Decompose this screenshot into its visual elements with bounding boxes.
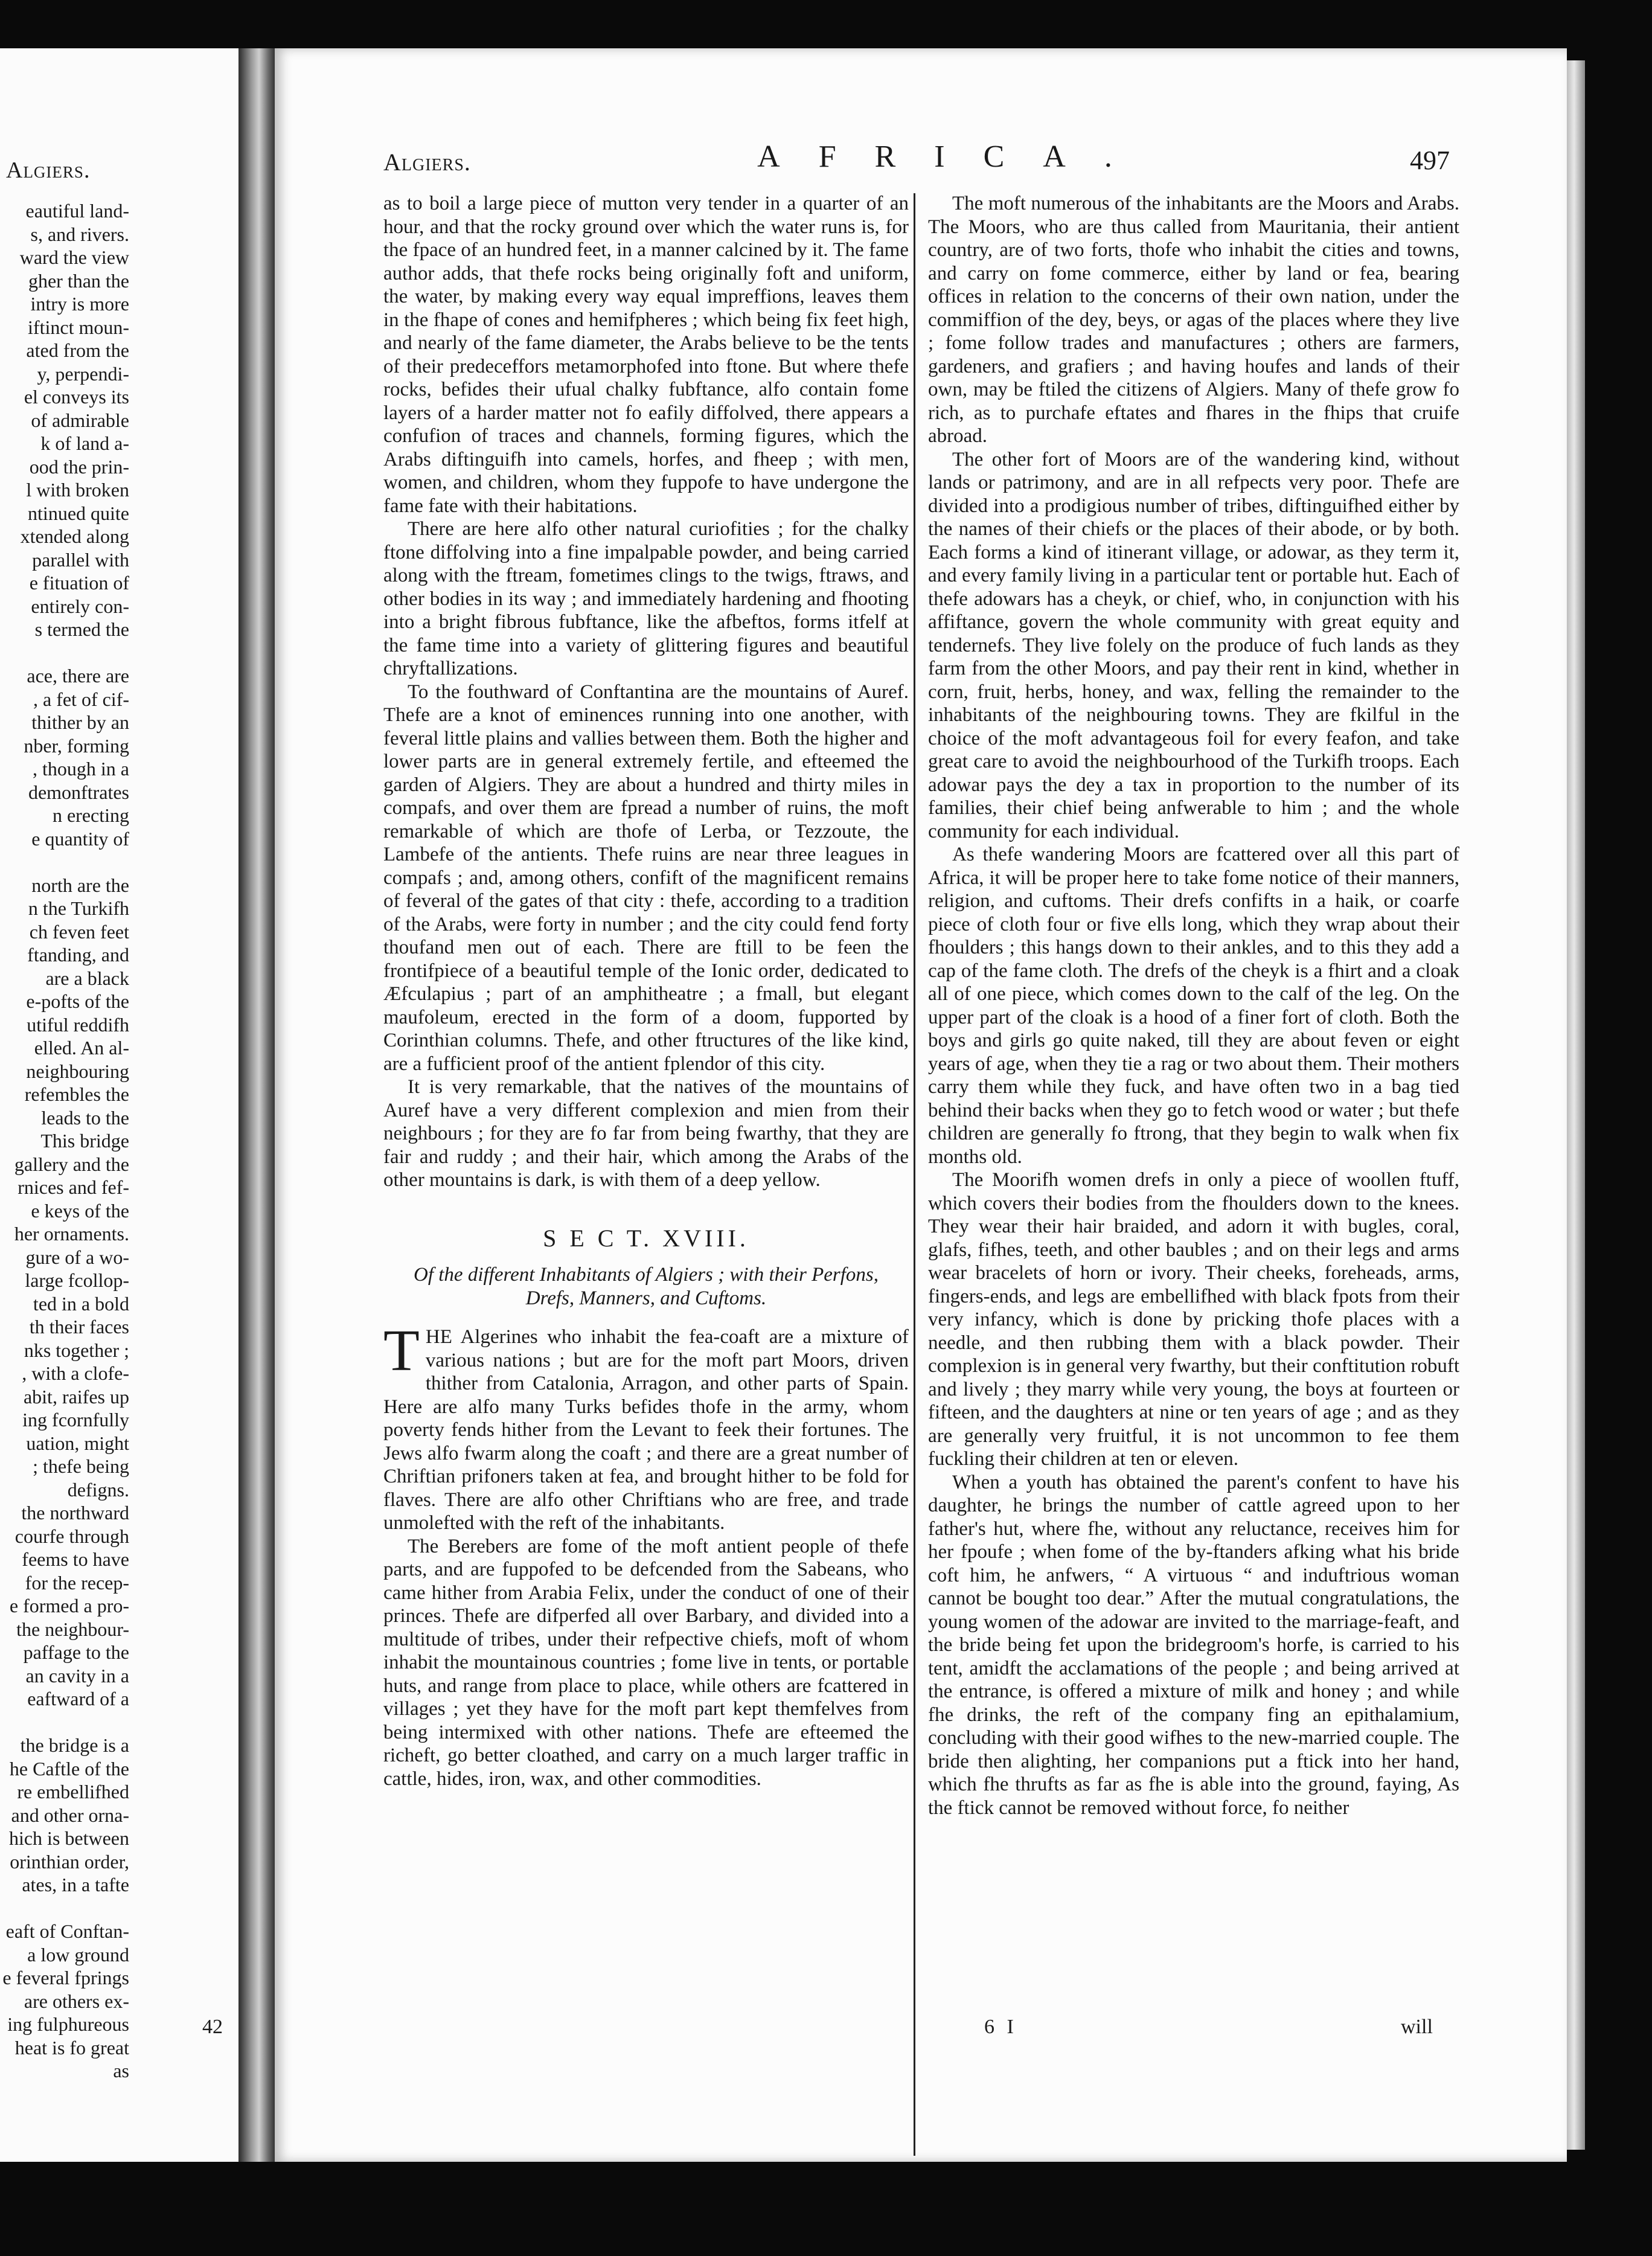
page-number: 497 [1410, 146, 1450, 175]
text-line [2, 1711, 129, 1734]
text-line: refembles the [24, 1083, 129, 1105]
text-line: abit, raifes up [23, 1385, 129, 1408]
paragraph: To the fouthward of Conftantina are the mountains of Auref. Thefe are a knot of eminences running into one another, with feveral little plains and vallies between them. Both the higher and lower parts are in general extremely fertile, and efteemed the garden of Algiers. They are about a hundred and thirty miles in compafs, and over them are fpread a number of ruins, the moft remarkable of which are thofe of Lerba, or Tezzoute, the Lambefe of the antients. Thefe ruins are near three leagues in compafs ; and, among others, confift of the magnificent remains of feveral of the gates of that city : thefe, according to a tradition of the Arabs, were forty in number ; and the city could fend forty thoufand men out of each. There are ftill to be feen the frontifpiece of a beautiful temple of the Ionic order, dedicated to Æfculapius ; part of an amphitheatre ; a fmall, but elegant maufoleum, erected in the form of a doom, fupported by Corinthian columns. Thefe, and other ftructures of the like kind, are a fufficient proof of the antient fplendor of this city. [383, 681, 909, 1075]
text-line: defigns. [67, 1478, 129, 1501]
text-line: are others ex- [24, 1990, 129, 2012]
text-line: n the Turkifh [28, 897, 129, 919]
text-line: el conveys its [24, 386, 129, 408]
text-line: demonftrates [28, 781, 129, 803]
text-line: , though in a [33, 758, 129, 780]
text-line: gher than the [28, 269, 129, 292]
previous-page-running-head: Algiers. [6, 158, 91, 183]
text-line: elled. An al- [34, 1037, 129, 1059]
text-line: heat is fo great [14, 2036, 129, 2059]
text-line: ates, in a tafte [22, 1874, 129, 1895]
text-line: eautiful land- [25, 200, 129, 222]
previous-page-text [2, 199, 129, 2083]
text-line: ward the view [19, 246, 129, 268]
text-line: re embellifhed [17, 1781, 129, 1803]
text-line: ood the prin- [29, 455, 129, 478]
column-rule [914, 193, 915, 2156]
text-line: large fcollop- [25, 1269, 129, 1291]
text-line [2, 1897, 129, 1920]
text-line: gallery and the [14, 1153, 129, 1175]
text-line: parallel with [32, 548, 129, 571]
text-line: th their faces [29, 1316, 129, 1338]
text-line: paffage to the [23, 1641, 129, 1663]
book-gutter [239, 48, 276, 2162]
text-line: and other orna- [11, 1804, 129, 1826]
paragraph-dropcap [383, 1318, 909, 1535]
paragraph: When a youth has obtained the parent's confent to have his daughter, he brings the number of cattle agreed upon to her father's hut, where fhe, without any reluctance, receives him for her fpoufe ; when fome of the by-ftanders afking what his bride coft him, he anfwers, “ A virtuous “ and induftrious woman cannot be bought too dear.” After the mutual congratulations, the young women of the adowar are invited to the marriage-feaft, and the bride being fet upon the bridegroom's horfe, is carried to his tent, amidft the acclamations of the people ; and being arrived at the entrance, is offered a mixture of milk and honey ; and while fhe drinks, the reft of the company fing an epithalamium, concluding with their good wifhes to the new-married couple. The bride then alighting, her companions put a ftick into her hand, which fhe thrufts as far as fhe is able into the ground, faying, As the ftick cannot be removed without force, fo neither [928, 1471, 1459, 1819]
text-line: intry is more [30, 293, 129, 315]
paragraph: as to boil a large piece of mutton very tender in a quarter of an hour, and that the rocky ground over which the water runs is, for the fpace of an hundred feet, in a manner calcined by it. The fame author adds, that thefe rocks being originally foft and uniform, the water, by making every way equal impreffions, leaves them in the fhape of cones and hemifpheres ; which being fix feet high, and nearly of the fame diameter, the Arabs believe to be the tents of their predeceffors metamorphofed into ftone. But where thefe rocks, befides their ufual chalky fubftance, alfo contain fome layers of a harder matter not fo eafily diffolved, there appears a confufion of traces and channels, forming figures, which the Arabs diftinguifh into camels, horfes, and fheep ; with men, women, and children, whom they fuppofe to have undergone the fame fate with their habitations. [383, 193, 909, 517]
paragraph-text: HE Algerines who inhabit the fea-coaft are a mixture of various nations ; but are for the moft part Moors, driven thither from Catalonia, Arragon, and other parts of Spain. Here are alfo many Turks befides thofe in the army, whom poverty fends hither from the Levant to feek their fortunes. The Jews alfo fwarm along the coaft ; and there are a great number of Chriftian prifoners taken at fea, and brought hither to be fold for flaves. There are alfo other Chriftians who are free, and trade unmolefted with the reft of the inhabitants. [383, 1326, 909, 1534]
text-line: hich is between [8, 1827, 129, 1849]
text-line: neighbouring [26, 1060, 129, 1082]
text-line: This bridge [40, 1130, 129, 1152]
text-line: e fituation of [29, 572, 129, 594]
text-line [2, 850, 129, 874]
running-head-left: Algiers. [383, 149, 471, 176]
text-line: eaftward of a [27, 1688, 129, 1710]
text-line: as [113, 2060, 129, 2081]
text-line: her ornaments. [14, 1223, 129, 1245]
text-line: uation, might [26, 1432, 129, 1454]
text-line: nber, forming [24, 734, 129, 757]
text-line: entirely con- [31, 595, 129, 617]
left-column [383, 192, 909, 1790]
text-line: north are the [31, 874, 129, 896]
text-line: , a fet of cif- [33, 688, 129, 710]
signature-mark-right: 6 I [984, 2016, 1017, 2038]
text-line: utiful reddifh [27, 1013, 129, 1036]
text-line: k of land a- [40, 432, 129, 454]
text-line: rnices and fef- [18, 1176, 129, 1198]
text-line: ace, there are [27, 665, 129, 687]
section-subtitle: Of the different Inhabitants of Algiers ; with their Perfons, Drefs, Manners, and Cuftoms. [414, 1264, 879, 1309]
running-head-title: AFRICA. [757, 139, 1151, 174]
page-edge [1567, 60, 1585, 2150]
text-line: s, and rivers. [30, 223, 129, 245]
text-line: ing fcornfully [22, 1409, 129, 1431]
paragraph: The moft numerous of the inhabitants are the Moors and Arabs. The Moors, who are thus called from Mauritania, their antient country, are of two forts, thofe who inhabit the cities and towns, and carry on fome commerce, either by land or fea, bearing offices in relation to the concerns of their own nation, under the commiffion of the dey, beys, or agas of the places where they live ; fome follow trades and manufactures ; others are farmers, gardeners, and grafiers ; and having houfes and lands of their own, may be ftiled the citizens of Algiers. Many of thefe grow fo rich, as to purchafe eftates and fhares in the fhips that cruife abroad. [928, 193, 1459, 447]
text-line: ; thefe being [33, 1455, 129, 1477]
text-line: n erecting [52, 804, 129, 826]
drop-cap: T [383, 1318, 420, 1383]
paragraph: The Berebers are fome of the moft antient people of thefe parts, and are fuppofed to be defcended from the Sabeans, who came hither from Arabia Felix, under the conduct of one of their princes. Thefe are difperfed all over Barbary, and divided into a multitude of tribes, under their refpective chiefs, moft of whom inhabit the mountainous countries ; fome live in tents, or portable huts, and range from place to place, while others are fcattered in villages ; yet they have for the moft part kept themfelves from being intermixed with other nations. Thefe are efteemed the richeft, go better cloathed, and carry on a much larger traffic in cattle, hides, iron, wax, and other commodities. [383, 1535, 909, 1790]
paragraph: The other fort of Moors are of the wandering kind, without lands or patrimony, and are in all refpects very poor. Thefe are divided into a prodigious number of tribes, diftinguifhed either by the names of their chiefs or the places of their abode, or by both. Each forms a kind of itinerant village, or adowar, as they term it, and every family living in a particular tent or portable hut. Each of thefe adowars has a cheyk, or chief, who, in conjunction with his affiftance, govern the whole community with great equity and tendernefs. They live folely on the produce of fuch lands as they farm from the other Moors, and pay their rent in kind, whether in corn, fruit, herbs, honey, and wax, felling the remainder to the inhabitants of the neighbouring towns. They are fkilful in the choice of the moft advantageous foil for every feafon, and take great care to avoid the neighbourhood of the Turkifh troops. Each adowar pays the dey a tax in proportion to the number of its families, their chief being anfwerable to him ; and the whole community for each individual. [928, 448, 1459, 842]
text-line: he Caftle of the [9, 1757, 129, 1780]
text-line: for the recep- [25, 1571, 129, 1594]
previous-page-fragment [0, 48, 242, 2162]
text-line: leads to the [41, 1106, 129, 1129]
text-line [2, 641, 129, 665]
text-line: of admirable [31, 409, 129, 431]
text-line: ntinued quite [28, 502, 129, 524]
text-line: eaft of Conftan- [5, 1920, 129, 1942]
text-line: nks together ; [24, 1339, 129, 1361]
text-line: a low ground [27, 1943, 129, 1966]
text-line: e quantity of [31, 827, 129, 850]
text-line: feems to have [22, 1548, 129, 1570]
paragraph: The Moorifh women drefs in only a piece of woollen ftuff, which covers their bodies from the fhoulders down to the knees. They wear their hair braided, and adorn it with bugles, coral, glafs, fifhes, teeth, and other baubles ; and on their legs and arms wear bracelets of horn or ivory. Their cheeks, foreheads, arms, fingers-ends, and legs are embellifhed with black fpots from their very infancy, which is done by pricking thofe places with a needle, and then rubbing them with a black powder. Their complexion is in general very fwarthy, but their conftitution robuft and lively ; they marry while very young, the boys at fourteen or fifteen, and the daughters at nine or ten years of age ; and as they are generally very fruitful, it is not uncommon to fee them fuckling their children at ten or eleven. [928, 1169, 1459, 1470]
text-line: l with broken [26, 479, 129, 501]
text-line: e formed a pro- [9, 1595, 129, 1617]
text-line: y, perpendi- [37, 362, 129, 385]
section-heading: S E C T. XVIII. [543, 1224, 749, 1252]
text-line: e-pofts of the [26, 990, 129, 1012]
text-line: orinthian order, [10, 1850, 129, 1873]
text-line: thither by an [31, 711, 129, 733]
text-line: ftanding, and [27, 944, 129, 966]
book-page [275, 48, 1567, 2162]
text-line: the neighbour- [16, 1618, 129, 1640]
paragraph: It is very remarkable, that the natives of the mountains of Auref have a very different complexion and mien from their neighbours ; for they are fo far from being fwarthy, that they are fair and ruddy ; and their hair, which among the Arabs of the other mountains is dark, is with them of a deep yellow. [383, 1076, 909, 1191]
paragraph: As thefe wandering Moors are fcattered over all this part of Africa, it will be proper here to take fome notice of their manners, religion, and cuftoms. Their drefs confifts in a haik, or coarfe piece of cloth four or five ells long, which they wrap about their fhoulders ; this hangs down to their ankles, and to this they add a cap of the fame cloth. The drefs of the cheyk is a fhirt and a cloak all of one piece, which comes down to the calf of the leg. On the upper part of the cloak is a hood of a finer fort of cloth. Both the boys and girls go quite naked, till they are about feven or eight years of age, when they tie a rag or two about them. Their mothers carry them while they fuck, and have often two in a bag tied behind their backs when they go to fetch wood or water ; but thefe children are generally fo ftrong, that they begin to walk when fix months old. [928, 844, 1459, 1168]
paragraph: There are here alfo other natural curiofities ; for the chalky ftone diffolving into a fine impalpable powder, and being carried along with the ftream, fometimes clings to the twigs, ftraws, and other bodies in its way ; and immediately hardening and fhooting into a bright fibrous fubftance, like the afbeftos, forms itfelf at the fame time into a variety of glittering figures and beautiful chryftallizations. [383, 518, 909, 679]
text-line: an cavity in a [25, 1664, 129, 1687]
text-line: e feveral fprings [2, 1967, 129, 1988]
text-line: courfe through [14, 1525, 129, 1547]
text-line: ing fulphureous [7, 2013, 129, 2035]
text-line: ted in a bold [33, 1292, 129, 1315]
text-line: gure of a wo- [25, 1246, 129, 1268]
text-line: xtended along [20, 525, 129, 547]
text-line: the bridge is a [20, 1734, 129, 1756]
catchword: will [1401, 2016, 1433, 2038]
right-column [928, 192, 1459, 1819]
text-line: are a black [45, 967, 129, 989]
text-line: s termed the [34, 618, 129, 640]
text-line: the northward [21, 1502, 129, 1524]
text-line: , with a clofe- [22, 1362, 129, 1384]
text-line: ch feven feet [29, 920, 129, 943]
text-line: iftinct moun- [28, 316, 129, 338]
text-line: e keys of the [31, 1199, 129, 1222]
signature-mark-left: 42 [202, 2016, 223, 2038]
text-line: ated from the [26, 339, 129, 361]
